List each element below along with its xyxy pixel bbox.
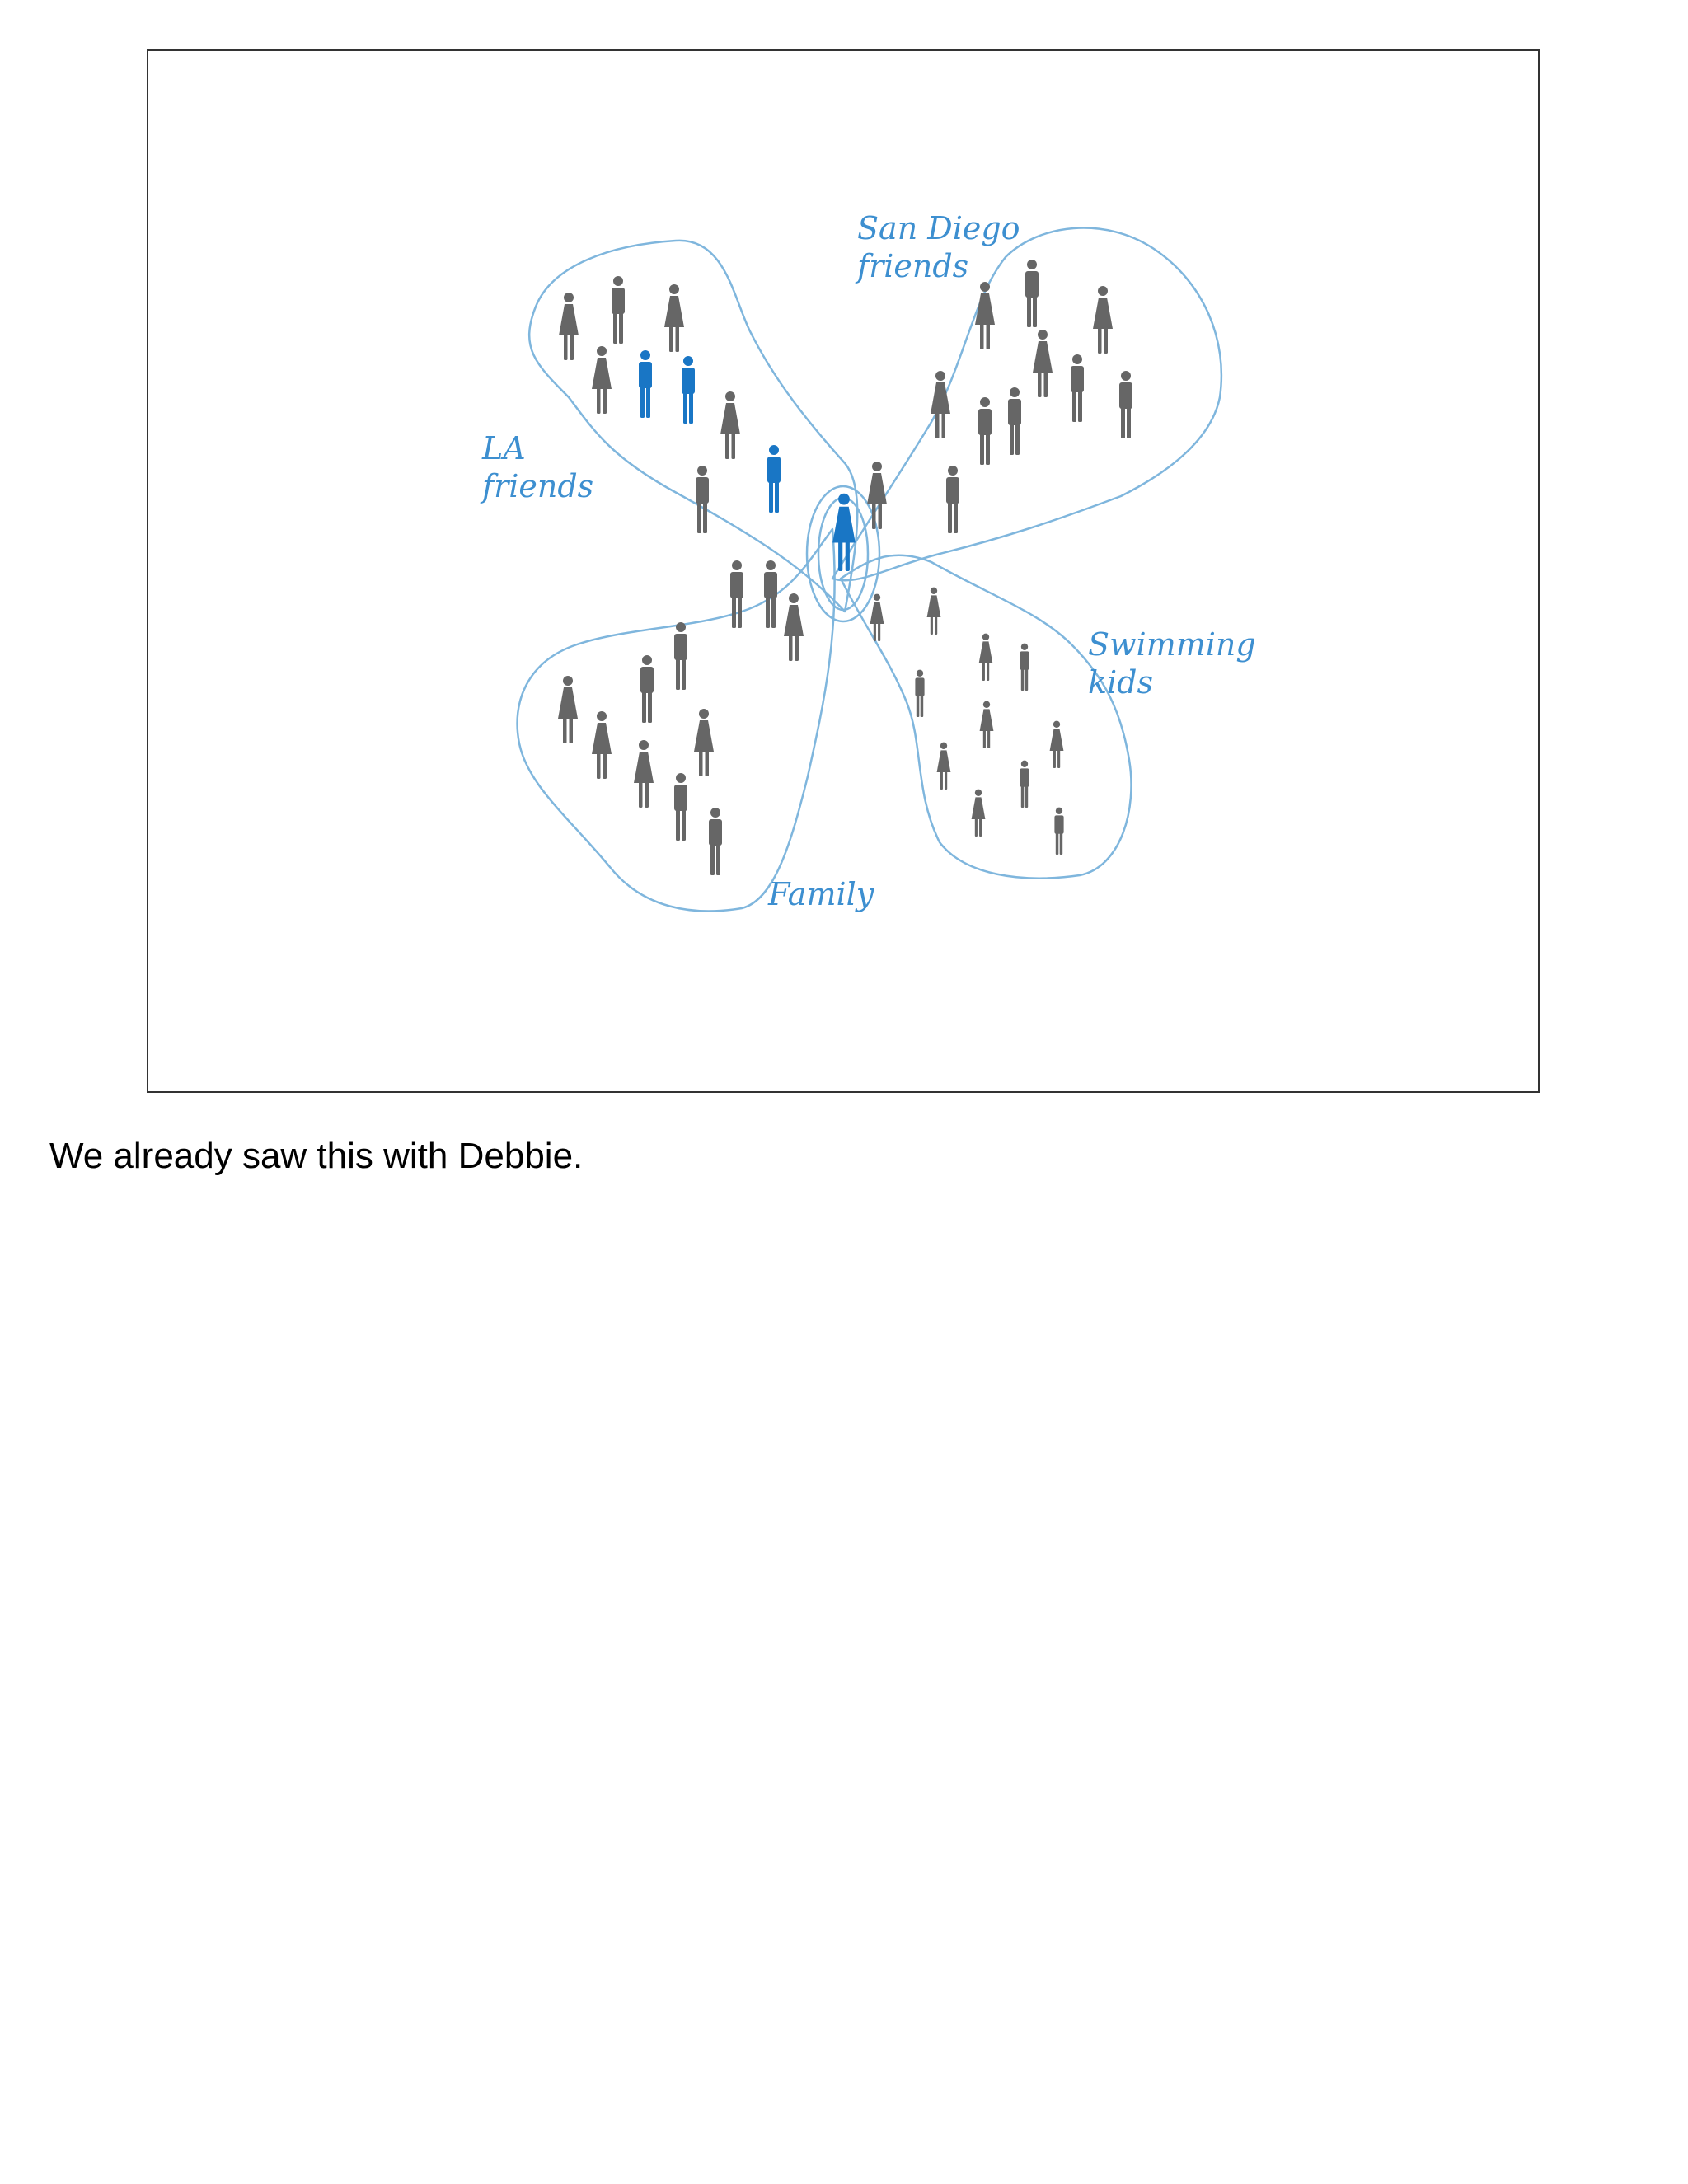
female-person-icon <box>720 391 740 459</box>
la-line-2: friends <box>482 468 594 504</box>
female-person-icon <box>979 634 993 681</box>
female-person-icon <box>664 284 684 352</box>
caption-text: We already saw this with Debbie. <box>49 1136 584 1176</box>
male-person-icon <box>1020 644 1029 691</box>
female-person-icon <box>927 588 941 635</box>
male-person-icon <box>709 808 722 875</box>
la-friends-highlighted-people <box>639 350 781 513</box>
male-person-icon <box>696 466 709 533</box>
male-person-icon <box>915 670 924 717</box>
female-person-icon <box>558 676 578 743</box>
la-friends-outline <box>529 241 857 612</box>
female-person-icon <box>592 711 612 779</box>
male-person-icon <box>1054 808 1063 855</box>
label-swimming-kids <box>1088 626 1266 701</box>
female-person-icon <box>931 371 950 438</box>
male-person-icon <box>767 445 781 513</box>
female-person-icon <box>937 743 951 790</box>
female-person-icon <box>1033 330 1053 397</box>
male-person-icon <box>1025 260 1039 327</box>
female-person-icon <box>1093 286 1113 354</box>
male-person-icon <box>682 356 695 424</box>
male-person-icon <box>730 560 743 628</box>
family-line-1: Family <box>768 876 874 912</box>
san-diego-line-1: San Diego <box>857 210 1020 246</box>
male-person-icon <box>1071 354 1084 422</box>
male-person-icon <box>1008 387 1021 455</box>
label-family <box>767 876 874 912</box>
female-person-icon <box>634 740 654 808</box>
swimming-kids-people <box>870 588 1064 855</box>
male-person-icon <box>674 622 687 690</box>
label-san-diego-friends <box>855 210 1030 284</box>
san-diego-line-2: friends <box>857 248 969 284</box>
social-circles-diagram <box>148 51 1540 1093</box>
male-person-icon <box>1020 761 1029 808</box>
label-la-friends <box>480 430 593 504</box>
female-person-icon <box>559 293 579 360</box>
male-person-icon <box>764 560 777 628</box>
male-person-icon <box>946 466 959 533</box>
male-person-icon <box>1119 371 1132 438</box>
swimming-line-1: Swimming <box>1088 626 1256 663</box>
female-person-icon <box>1050 721 1064 768</box>
female-person-icon <box>972 790 986 837</box>
female-person-icon <box>592 346 612 414</box>
male-person-icon <box>639 350 652 418</box>
female-person-icon <box>980 701 994 748</box>
male-person-icon <box>640 655 654 723</box>
la-line-1: LA <box>482 430 526 466</box>
female-person-icon <box>784 593 804 661</box>
female-person-icon <box>694 709 714 776</box>
swimming-line-2: kids <box>1088 664 1154 701</box>
male-person-icon <box>978 397 992 465</box>
slide-diagram <box>147 49 1540 1093</box>
male-person-icon <box>612 276 625 344</box>
male-person-icon <box>674 773 687 841</box>
family-people <box>558 560 804 875</box>
san-diego-friends-people <box>867 260 1132 533</box>
